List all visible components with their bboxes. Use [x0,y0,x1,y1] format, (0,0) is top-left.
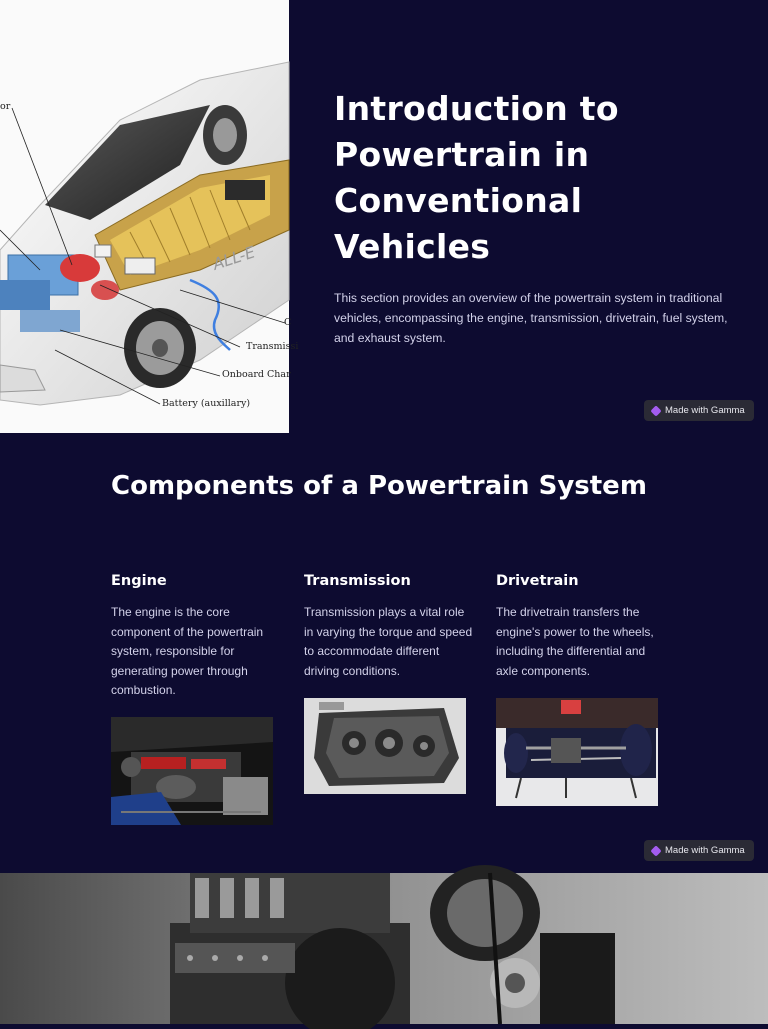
badge-label: Made with Gamma [665,405,745,416]
engine-block-illustration [0,873,768,1024]
drivetrain-heading: Drivetrain [496,573,579,589]
drivetrain-photo [496,698,658,806]
column-drivetrain [496,573,666,681]
slide-intro [0,0,768,433]
transmission-heading: Transmission [304,573,411,589]
gamma-logo-icon [650,405,661,416]
transmission-photo [304,698,466,794]
intro-description: This section provides an overview of the powertrain system in traditional vehicles, encompassing the engine, transmission, drivetrain, fuel system, and exhaust system. [334,291,728,345]
components-title: Components of a Powertrain System [111,471,647,501]
label-c: C [284,317,292,328]
column-transmission [304,573,474,681]
intro-title: Introduction to Powertrain in Conventional Vehicles [334,89,619,266]
badge-label: Made with Gamma [665,845,745,856]
engine-photo [111,717,273,825]
label-onboard-charger: Onboard Char [222,369,291,380]
drivetrain-text: The drivetrain transfers the engine's power to the wheels, including the differential and axle components. [496,605,654,678]
slide-engine-photo [0,873,768,1024]
engine-text: The engine is the core component of the powertrain system, responsible for generating power through combustion. [111,605,264,698]
slide-components [0,433,768,873]
transmission-text: Transmission plays a vital role in varying the torque and speed to accommodate different driving conditions. [304,605,473,678]
label-motor: or [0,101,11,112]
made-with-gamma-badge[interactable] [644,400,754,421]
label-battery-auxiliary: Battery (auxillary) [162,398,251,409]
ev-cutaway-image [0,0,299,433]
label-transmission: Transmissi [246,341,299,352]
engine-heading: Engine [111,573,167,589]
column-engine [111,573,281,701]
made-with-gamma-badge-2[interactable] [644,840,754,861]
svg-text:ALL-E: ALL-E [210,242,258,274]
gamma-logo-icon [650,845,661,856]
